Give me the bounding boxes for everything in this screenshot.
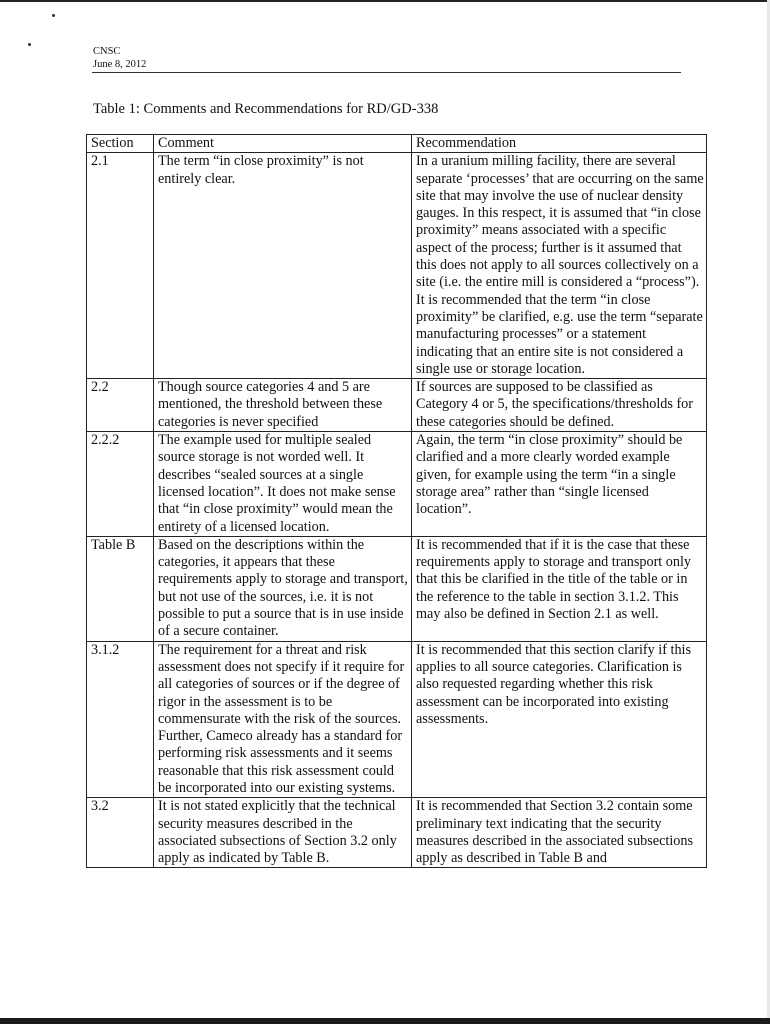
- comments-table: [86, 134, 707, 868]
- column-header-section: Section: [87, 135, 154, 153]
- row-comment: The example used for multiple sealed source storage is not worded well. It describes “sealed sources at a single licensed location”. It does not make sense that “in close proximity” would mean the entirety of a licensed location.: [154, 432, 412, 537]
- row-section: 2.2: [87, 379, 154, 432]
- row-section: 2.2.2: [87, 432, 154, 537]
- table-header-row: [87, 135, 707, 153]
- row-section: Table B: [87, 536, 154, 641]
- row-section: 3.1.2: [87, 641, 154, 798]
- row-comment: The requirement for a threat and risk assessment does not specify if it require for all categories of sources or if the degree of rigor in the assessment is to be commensurate with the risk of the sources. Further, Cameco already has a standard for performing risk assessments and it seems reasonable that this risk assessment could be incorporated into our existing systems.: [154, 641, 412, 798]
- table-row: [87, 641, 707, 798]
- table-row: [87, 536, 707, 641]
- row-recommendation: If sources are supposed to be classified as Category 4 or 5, the specifications/thresholds for these categories should be defined.: [412, 379, 707, 432]
- header-rule: [92, 72, 681, 73]
- scan-top-edge: [0, 0, 770, 2]
- row-recommendation: It is recommended that Section 3.2 contain some preliminary text indicating that the security measures described in the associated subsections apply as described in Table B and: [412, 798, 707, 868]
- row-section: 2.1: [87, 153, 154, 379]
- scan-speck: [28, 43, 31, 46]
- header-date: June 8, 2012: [93, 59, 147, 70]
- row-recommendation: Again, the term “in close proximity” should be clarified and a more clearly worded example given, for example using the term “in a single storage area” rather than “single licensed location”.: [412, 432, 707, 537]
- column-header-comment: Comment: [154, 135, 412, 153]
- table-title: Table 1: Comments and Recommendations for RD/GD-338: [93, 101, 439, 117]
- column-header-recommendation: Recommendation: [412, 135, 707, 153]
- row-section: 3.2: [87, 798, 154, 868]
- table-row: [87, 153, 707, 379]
- row-comment: Though source categories 4 and 5 are mentioned, the threshold between these categories is never specified: [154, 379, 412, 432]
- scan-bottom-edge: [0, 1018, 770, 1024]
- row-comment: The term “in close proximity” is not entirely clear.: [154, 153, 412, 379]
- row-recommendation: It is recommended that this section clarify if this applies to all source categories. Clarification is also requested regarding whether this risk assessment can be incorporated into existing assessments.: [412, 641, 707, 798]
- row-recommendation: In a uranium milling facility, there are several separate ‘processes’ that are occurring on the same site that may involve the use of nuclear density gauges. In this respect, it is assumed that “in close proximity” means associated with a specific aspect of the process; further is it assumed that this does not apply to all sources collectively on a site (i.e. the entire mill is considered a “process”). It is recommended that the term “in close proximity” be clarified, e.g. use the term “separate manufacturing processes” or a statement indicating that an entire site is not considered a single use or storage location.: [412, 153, 707, 379]
- table-row: [87, 379, 707, 432]
- running-header: [93, 45, 146, 71]
- table-row: [87, 432, 707, 537]
- scan-speck: [52, 14, 55, 17]
- header-org: CNSC: [93, 46, 121, 57]
- table-row: [87, 798, 707, 868]
- row-comment: It is not stated explicitly that the technical security measures described in the associated subsections of Section 3.2 only apply as indicated by Table B.: [154, 798, 412, 868]
- row-recommendation: It is recommended that if it is the case that these requirements apply to storage and transport only that this be clarified in the title of the table or in the reference to the table in section 3.1.2. This may also be defined in Section 2.1 as well.: [412, 536, 707, 641]
- row-comment: Based on the descriptions within the categories, it appears that these requirements apply to storage and transport, but not use of the sources, i.e. it is not possible to put a source that is in use inside of a secure container.: [154, 536, 412, 641]
